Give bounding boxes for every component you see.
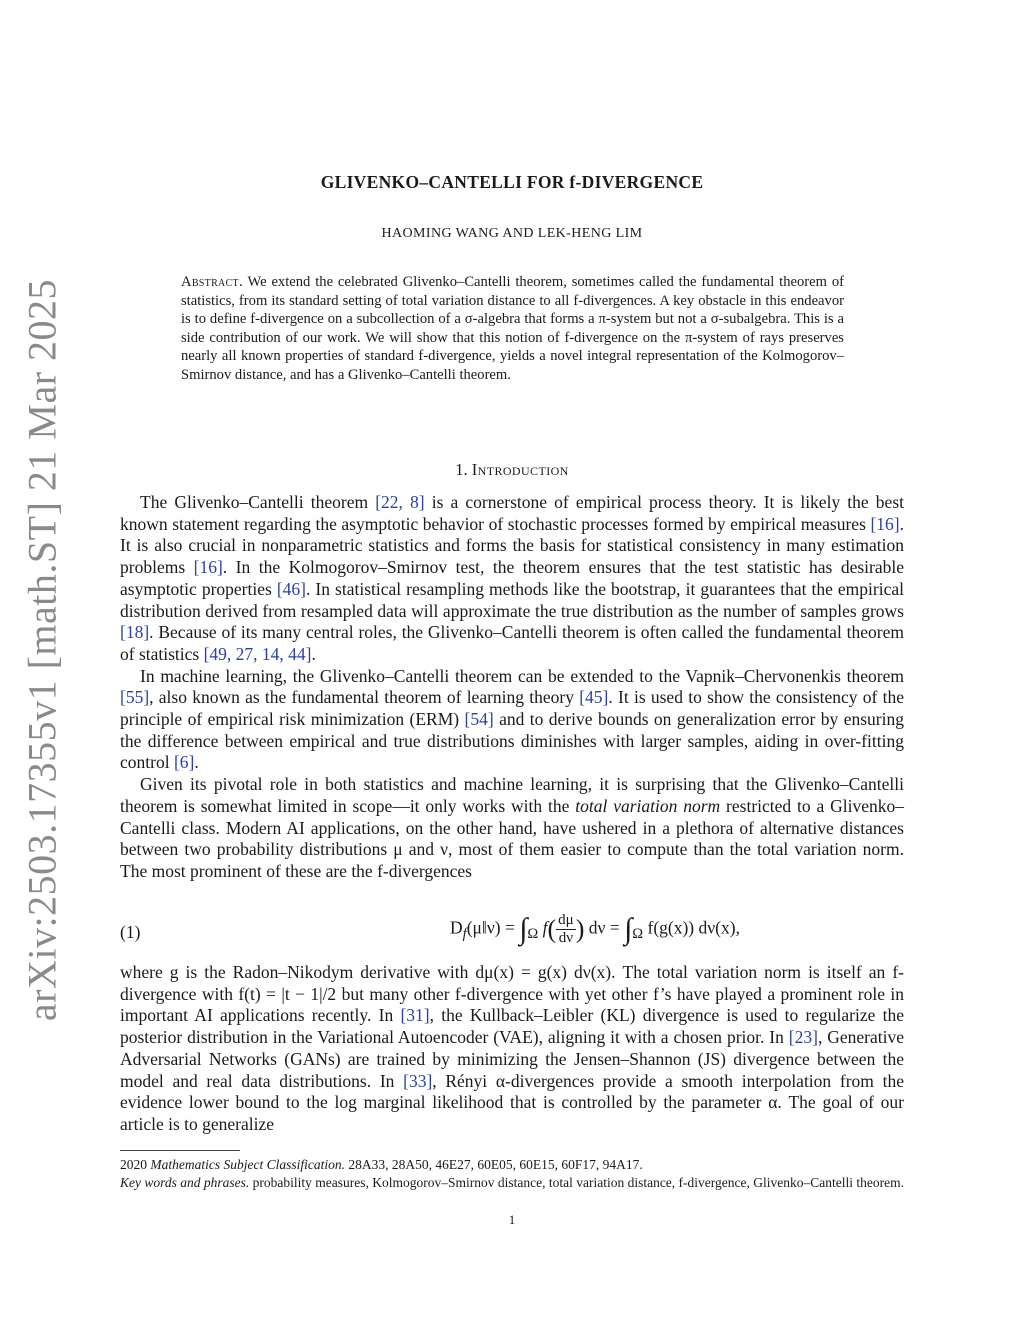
- equation-number: (1): [120, 922, 141, 942]
- text-run: .: [194, 752, 199, 773]
- text-run: Given its pivotal role in both statistics and machine learning, it is surprising that the Glivenko–Cantelli theorem is somewhat limited in scope—it only works with the: [120, 774, 904, 816]
- text-run: In machine learning, the Glivenko–Cantelli theorem can be extended to the Vapnik–Chervonenkis theorem: [140, 665, 904, 686]
- text-run: , also known as the fundamental theorem of learning theory: [149, 687, 580, 708]
- eq-rhs: f(g(x)) dν(x),: [647, 917, 740, 938]
- arxiv-sidebar-stamp: [12, 278, 72, 1022]
- abstract-label: Abstract.: [181, 274, 243, 290]
- arxiv-id: arXiv:2503.17355v1 [math.ST] 21 Mar 2025: [19, 278, 65, 1022]
- page-number: 1: [508, 1212, 516, 1227]
- section-heading: [120, 460, 904, 480]
- eq-fraction-denominator: dν: [558, 930, 574, 946]
- citation-link[interactable]: [33]: [403, 1070, 433, 1091]
- citation-link[interactable]: [23]: [788, 1027, 818, 1048]
- msc-line: [120, 1156, 904, 1174]
- text-run: .: [311, 643, 316, 664]
- paragraph-1: [120, 492, 904, 666]
- citation-link[interactable]: [54]: [464, 709, 494, 730]
- abstract-text: We extend the celebrated Glivenko–Cantelli theorem, sometimes called the fundamental theorem of statistics, from its standard setting of total variation distance to all f-divergences. A key obstacle in this endeavor is to define f-divergence on a subcollection of a σ-algebra that forms a π-system but not a σ-subalgebra. This is a side contribution of our work. We will show that this notion of f-divergence on the π-system of rays preserves nearly all known properties of standard f-divergence, yields a novel integral representation of the Kolmogorov–Smirnov distance, and has a Glivenko–Cantelli theorem.: [181, 274, 844, 383]
- footnote: [120, 1156, 904, 1192]
- integral-icon: ∫: [624, 912, 633, 946]
- text-run: , the Kullback–Leibler (KL) divergence is used to regularize the posterior distribution in the Variational Autoencoder (VAE), aligning it with a chosen prior. In: [120, 1005, 905, 1048]
- keywords-line: [120, 1174, 904, 1192]
- intro-continuation: [120, 962, 904, 1136]
- abstract: [181, 273, 844, 384]
- citation-link[interactable]: [49, 27, 14, 44]: [203, 643, 312, 664]
- keywords-label: Key words and phrases.: [120, 1175, 250, 1190]
- paper-authors: HAOMING WANG AND LEK-HENG LIM: [381, 226, 643, 241]
- text-run: and to derive bounds on generalization error by ensuring the difference between empirical and true distributions diminishes with larger samples, aiding in over-fitting control: [120, 709, 904, 773]
- paper-title: GLIVENKO–CANTELLI FOR f-DIVERGENCE: [320, 172, 704, 192]
- emphasis: total variation norm: [575, 795, 721, 816]
- text-run: . In the Kolmogorov–Smirnov test, the theorem ensures that the test statistic has desirable asymptotic properties: [120, 557, 904, 599]
- citation-link[interactable]: [18]: [120, 622, 150, 643]
- msc-label: Mathematics Subject Classification.: [150, 1157, 345, 1172]
- integral-icon: ∫: [519, 912, 528, 946]
- paragraph-2: [120, 666, 904, 775]
- keywords-text: probability measures, Kolmogorov–Smirnov distance, total variation distance, f-divergence, Glivenko–Cantelli theorem.: [252, 1175, 904, 1190]
- text-run: The Glivenko–Cantelli theorem: [140, 492, 376, 512]
- intro-paragraphs: [120, 492, 904, 883]
- msc-codes: 28A33, 28A50, 46E27, 60E05, 60E15, 60F17, 94A17.: [348, 1157, 643, 1172]
- eq-function: f: [542, 917, 548, 938]
- citation-link[interactable]: [31]: [400, 1005, 430, 1026]
- text-run: is a cornerstone of empirical process theory. It is likely the best known statement regarding the asymptotic behavior of stochastic processes formed by empirical measures: [120, 492, 905, 534]
- citation-link[interactable]: [22, 8]: [375, 492, 425, 512]
- citation-link[interactable]: [16]: [870, 513, 900, 534]
- paragraph-3: [120, 774, 904, 883]
- text-run: . Because of its many central roles, the Glivenko–Cantelli theorem is often called the fundamental theorem of statistics: [120, 622, 904, 664]
- equation-1: [120, 912, 904, 962]
- text-run: . It is used to show the consistency of the principle of empirical risk minimization (ERM): [120, 687, 904, 730]
- eq-divergence-symbol: D: [450, 917, 463, 938]
- equation-body: $D_f(\mu‖\nu) = \int_\Omega$ f( $\frac{d\mu}{d\nu}$ ) $d\nu = \int_\Omega$ f(g(x)) dν(x),: [450, 912, 740, 946]
- text-run: , Generative Adversarial Networks (GANs) are trained by minimizing the Jensen–Shannon (JS) divergence between the model and real data distributions. In: [120, 1027, 904, 1091]
- msc-year: 2020: [120, 1157, 147, 1172]
- citation-link[interactable]: [55]: [120, 687, 150, 708]
- text-run: restricted to a Glivenko–Cantelli class. Modern AI applications, on the other hand, have ushered in a plethora of alternative distances between two probability distributions μ and ν, most of them easier to compute than the total variation norm. The most prominent of these are the f-divergences: [120, 795, 905, 881]
- text-run: . It is also crucial in nonparametric statistics and forms the basis for statistical consistency in many estimation problems: [120, 513, 904, 578]
- section-number: 1.: [455, 460, 468, 479]
- text-run: . In statistical resampling methods like the bootstrap, it guarantees that the empirical distribution derived from resampled data will approximate the true distribution as the number of samples grows: [120, 578, 904, 621]
- paragraph-4: [120, 962, 904, 1136]
- eq-fraction-numerator: dμ: [558, 912, 574, 928]
- eq-measure: dν =: [588, 917, 620, 938]
- text-run: , Rényi α-divergences provide a smooth interpolation from the evidence lower bound to the log marginal likelihood that is controlled by the parameter α. The goal of our article is to generalize: [120, 1070, 904, 1134]
- footnote-divider: [120, 1150, 240, 1151]
- citation-link[interactable]: [45]: [579, 687, 609, 708]
- citation-link[interactable]: [16]: [193, 557, 223, 578]
- eq-integral-domain: Ω: [527, 926, 539, 943]
- eq-subscript: f: [462, 926, 467, 943]
- citation-link[interactable]: [6]: [173, 752, 195, 773]
- citation-link[interactable]: [46]: [276, 578, 307, 599]
- eq-integral-domain: Ω: [632, 926, 644, 943]
- eq-fraction: [556, 912, 576, 947]
- eq-args: (μ‖ν) =: [466, 917, 515, 938]
- text-run: where g is the Radon–Nikodym derivative with dμ(x) = g(x) dν(x). The total variation norm is itself an f-divergence with f(t) = |t − 1|/2 but many other f-divergence with yet other f’s have played a prominent role in important AI applications recently. In: [120, 962, 904, 1026]
- section-title: Introduction: [471, 460, 569, 479]
